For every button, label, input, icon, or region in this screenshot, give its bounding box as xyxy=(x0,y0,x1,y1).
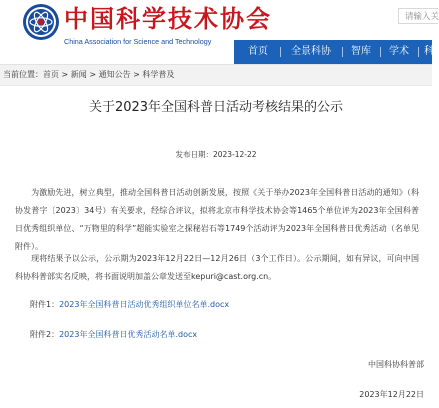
nav-item-science[interactable]: 科 xyxy=(424,46,434,57)
article-paragraph-1 xyxy=(15,184,419,251)
logo-chinese-name[interactable]: 中国科学技术协会 xyxy=(64,4,272,33)
attachment-1 xyxy=(30,298,229,312)
attachment-2-label: 附件2： xyxy=(30,330,60,339)
nav-separator xyxy=(418,47,419,57)
attachment-2-link[interactable]: 2023年全国科普日优秀活动名单.docx xyxy=(59,330,198,339)
attachment-1-label: 附件1： xyxy=(30,300,60,309)
article-paragraph-2 xyxy=(15,250,419,286)
paragraph-2-text: 现将结果予以公示，公示期为2023年12月22日—12月26日（3个工作日）。公示期间，如有异议，可向中国科协科普部实名反映，将书面说明加盖公章发送至kepuri@cast.org.cn。 xyxy=(15,254,419,281)
nav-separator xyxy=(280,47,281,57)
breadcrumb-trail xyxy=(3,65,174,85)
nav-item-home[interactable]: 首页 xyxy=(248,46,268,57)
attachment-1-link[interactable]: 2023年全国科普日活动优秀组织单位名单.docx xyxy=(59,300,230,309)
main-nav xyxy=(234,40,432,64)
breadcrumb-prefix: 当前位置： xyxy=(3,70,43,79)
signature-organization: 中国科协科普部 xyxy=(368,360,424,369)
site-header xyxy=(0,0,439,64)
article-title: 关于2023年全国科普日活动考核结果的公示 xyxy=(88,100,344,115)
signature-date: 2023年12月22日 xyxy=(359,390,424,399)
nav-separator xyxy=(342,47,343,57)
breadcrumb xyxy=(0,64,432,86)
nav-item-academic[interactable]: 学术 xyxy=(389,46,409,57)
logo-english-name[interactable]: China Association for Science and Technology xyxy=(64,37,212,46)
nav-item-thinktank[interactable]: 智库 xyxy=(351,46,371,57)
nav-item-overview[interactable]: 全景科协 xyxy=(291,46,331,57)
publish-date-value: 2023-12-22 xyxy=(212,150,257,159)
paragraph-1-text: 为激励先进，树立典型，推动全国科普日活动创新发展，按照《关于举办2023年全国科普日活动的通知》（科协发普字〔2023〕34号）有关要求，经综合评议，拟将北京市科学技术协会等1465个单位评为2023年全国科普日优秀组织单位、“万物里的科学”超能实验室之探秘岩石等1749个活动评为2023年全国科普日优秀活动（名单见附件）。 xyxy=(15,188,419,251)
attachment-2 xyxy=(30,328,197,342)
publish-date-label: 发布日期： xyxy=(175,150,213,159)
cast-emblem-icon[interactable] xyxy=(22,3,60,41)
search-input[interactable]: 请输入关 xyxy=(398,8,438,24)
breadcrumb-path[interactable]: 首页 > 新闻 > 通知公告 > 科学普及 xyxy=(43,70,175,79)
nav-separator xyxy=(380,47,381,57)
publish-date xyxy=(0,148,432,162)
